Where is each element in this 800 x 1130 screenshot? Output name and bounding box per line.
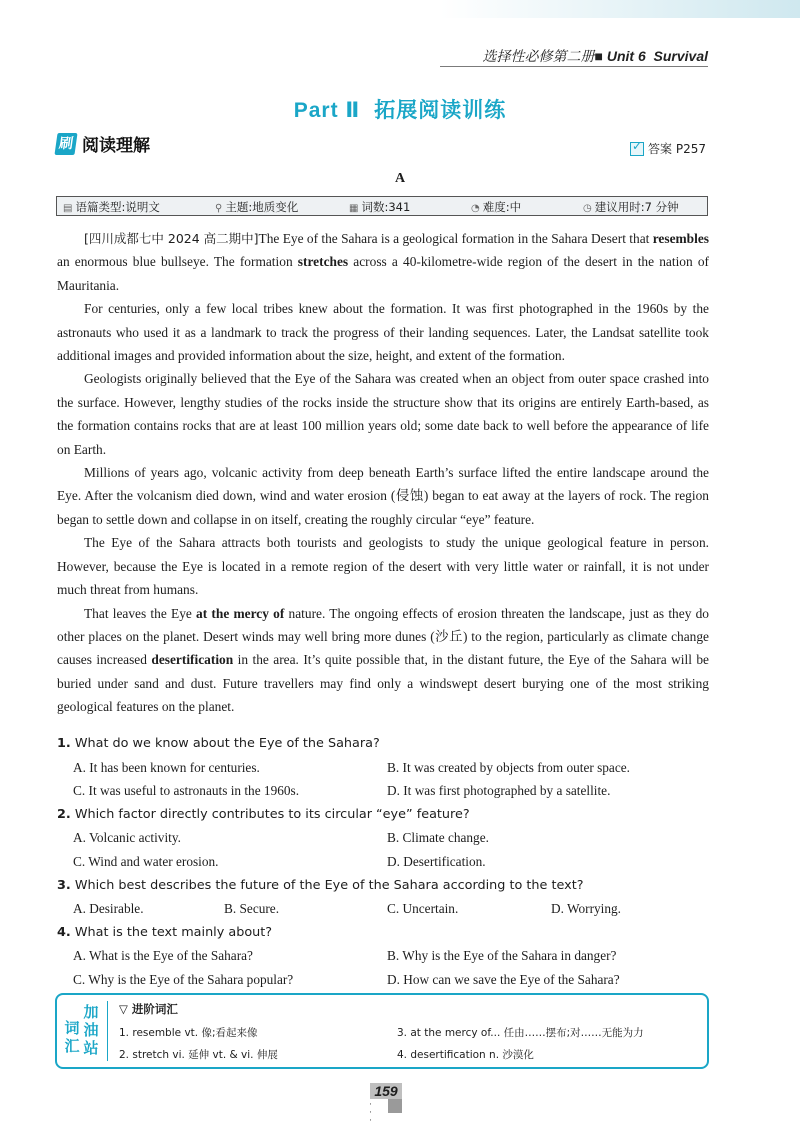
- option-b[interactable]: B. Secure.: [224, 901, 280, 917]
- question-4: [57, 921, 709, 945]
- question-stem: Which best describes the future of the Eye of the Sahara according to the text?: [70, 877, 584, 893]
- theme-text: 主题:地质变化: [225, 200, 299, 214]
- running-header: [482, 46, 708, 66]
- paragraph-2: For centuries, only a few local tribes knew about the formation. It was first photographed in the 1960s by the astronauts who used it as a landmark to track the progress of their landing sequences. Later, the Landsat satellite took additional images and provided information about the size, height, and extent of the formation.: [57, 301, 709, 364]
- question-number: 4.: [57, 924, 71, 940]
- vocab-item-3: 3. at the mercy of... 任由……摆布;对……无能为力: [397, 1027, 644, 1039]
- p1-text-d: across a 40-kilometre-wide region of the desert in the nation of Mauritania.: [57, 254, 709, 293]
- side-label-left: 词汇: [64, 1019, 80, 1055]
- option-c[interactable]: C. Why is the Eye of the Sahara popular?: [73, 971, 294, 987]
- part-number: Part Ⅱ: [293, 99, 361, 122]
- option-b[interactable]: B. Why is the Eye of the Sahara in danger?: [387, 948, 617, 964]
- top-color-strip: [440, 0, 800, 18]
- question-number: 2.: [57, 806, 71, 822]
- paragraph-6: [57, 602, 709, 719]
- option-row: [57, 968, 709, 992]
- option-c[interactable]: C. Wind and water erosion.: [73, 853, 219, 869]
- time-text: 建议用时:7 分钟: [594, 200, 679, 214]
- passage-body: [57, 227, 709, 719]
- p1-text-c: an enormous blue bullseye. The formation: [57, 254, 298, 270]
- option-a[interactable]: A. Desirable.: [73, 901, 144, 917]
- triangle-icon: ▽: [119, 1002, 132, 1016]
- paragraph-1: [57, 227, 709, 297]
- time-info: [583, 199, 679, 215]
- question-3: [57, 874, 709, 898]
- question-stem: What is the text mainly about?: [70, 924, 273, 940]
- part-title: [0, 94, 800, 124]
- question-number: 1.: [57, 736, 71, 751]
- option-d[interactable]: D. Worrying.: [551, 901, 621, 917]
- page-dots: · · ·: [369, 1099, 372, 1125]
- paragraph-4: Millions of years ago, volcanic activity from deep beneath Earth’s surface lifted the entire landscape around the Eye. After the volcanism died down, wind and water erosion (侵蚀) began to eat away at the layers of rock. The region began to settle down and collapse in on itself, creating the roughly circular “eye” feature.: [57, 465, 709, 527]
- option-d[interactable]: D. How can we save the Eye of the Sahara?: [387, 971, 620, 987]
- vocab-title-text: 进阶词汇: [131, 1002, 178, 1016]
- gauge-icon: ◔: [471, 203, 480, 214]
- brush-icon: 刷: [54, 133, 77, 155]
- genre-info: [63, 199, 160, 215]
- difficulty-info: [471, 199, 521, 215]
- checkbox-icon: [630, 142, 644, 156]
- option-b[interactable]: B. It was created by objects from outer space.: [387, 759, 630, 775]
- document-icon: ▤: [63, 203, 73, 214]
- paragraph-3: Geologists originally believed that the Eye of the Sahara was created when an object from outer space crashed into the surface. However, lengthy studies of the rocks inside the structure show that its origins are entirely Earth-based, as the formation contains rocks that are at least 100 million years old; some date back to well before the appearance of life on Earth.: [57, 371, 709, 457]
- question-stem: What do we know about the Eye of the Sahara?: [70, 736, 380, 751]
- wordcount-text: 词数:341: [361, 200, 411, 214]
- header-rule: [440, 66, 708, 67]
- vocab-item-4: 4. desertification n. 沙漠化: [397, 1049, 534, 1061]
- vocab-title: [119, 1001, 178, 1017]
- option-row: [57, 826, 709, 850]
- option-c[interactable]: C. Uncertain.: [387, 901, 459, 917]
- wordcount-info: [349, 199, 410, 215]
- keyword-at-the-mercy-of: at the mercy of: [196, 605, 285, 621]
- answer-page: 答案 P257: [648, 142, 706, 156]
- option-d[interactable]: D. Desertification.: [387, 853, 486, 869]
- count-icon: ▦: [349, 203, 359, 214]
- clock-icon: ◷: [583, 203, 592, 214]
- p6-text-c: nature. The ongoing effects of erosion threaten the landscape, just as they do other places on the planet. Desert winds may well bring more dunes (沙丘) to the region, particularly as climate change causes increased: [57, 605, 709, 668]
- passage-info-bar: [56, 196, 708, 216]
- vocab-divider: [107, 1001, 108, 1061]
- genre-text: 语篇类型:说明文: [75, 200, 160, 214]
- question-number: 3.: [57, 877, 71, 893]
- option-row: [57, 779, 709, 803]
- option-b[interactable]: B. Climate change.: [387, 830, 489, 846]
- side-label-right: 加油站: [83, 1003, 99, 1057]
- vocabulary-box: [55, 993, 709, 1069]
- book-title: 选择性必修第二册: [482, 48, 595, 64]
- keyword-stretches: stretches: [297, 254, 349, 270]
- unit-number: Unit 6: [606, 48, 646, 64]
- p1-text-a: The Eye of the Sahara is a geological formation in the Sahara Desert that: [258, 231, 653, 246]
- question-2: [57, 803, 709, 827]
- question-stem: Which factor directly contributes to its circular “eye” feature?: [70, 806, 470, 822]
- option-a[interactable]: A. It has been known for centuries.: [73, 759, 260, 775]
- option-row: [57, 897, 709, 921]
- p6-text-a: That leaves the Eye: [84, 605, 197, 621]
- option-a[interactable]: A. What is the Eye of the Sahara?: [73, 948, 253, 964]
- question-1: [57, 732, 709, 756]
- book-marker: ■: [594, 48, 607, 64]
- p6-text-d: in the area. It’s quite possible that, in the distant future, the Eye of the Sahara will be buried under sand and dust. Future travellers may find only a windswept desert burying one of the most striking geological features on the planet.: [57, 652, 709, 715]
- vocab-item-1: 1. resemble vt. 像;看起来像: [119, 1027, 258, 1039]
- difficulty-text: 难度:中: [482, 200, 522, 214]
- question-list: [57, 732, 709, 992]
- page-number-decoration: [388, 1099, 402, 1113]
- option-row: [57, 756, 709, 780]
- option-row: [57, 944, 709, 968]
- unit-title: Survival: [653, 48, 708, 64]
- option-a[interactable]: A. Volcanic activity.: [73, 830, 181, 846]
- page-number: 159: [370, 1083, 402, 1099]
- part-heading: 拓展阅读训练: [374, 99, 507, 122]
- keyword-resembles: resembles: [652, 231, 709, 246]
- keyword-desertification: desertification: [151, 652, 234, 668]
- theme-info: [215, 199, 298, 215]
- section-heading: [56, 131, 150, 156]
- source-note: [四川成都七中 2024 高二期中]: [84, 231, 259, 246]
- option-row: [57, 850, 709, 874]
- search-icon: ⚲: [215, 203, 223, 214]
- vocab-side-label: [63, 1003, 101, 1063]
- passage-letter: A: [394, 171, 406, 186]
- paragraph-5: The Eye of the Sahara attracts both tourists and geologists to study the unique geological feature in person. However, because the Eye is located in a remote region of the desert with very little water or rainfall, it is not under much threat from humans.: [57, 535, 709, 598]
- section-title: 阅读理解: [82, 136, 150, 156]
- vocab-item-2: 2. stretch vi. 延伸 vt. & vi. 伸展: [119, 1049, 278, 1061]
- answer-reference: [630, 140, 706, 157]
- option-c[interactable]: C. It was useful to astronauts in the 1960s.: [73, 783, 300, 799]
- option-d[interactable]: D. It was first photographed by a satellite.: [387, 783, 611, 799]
